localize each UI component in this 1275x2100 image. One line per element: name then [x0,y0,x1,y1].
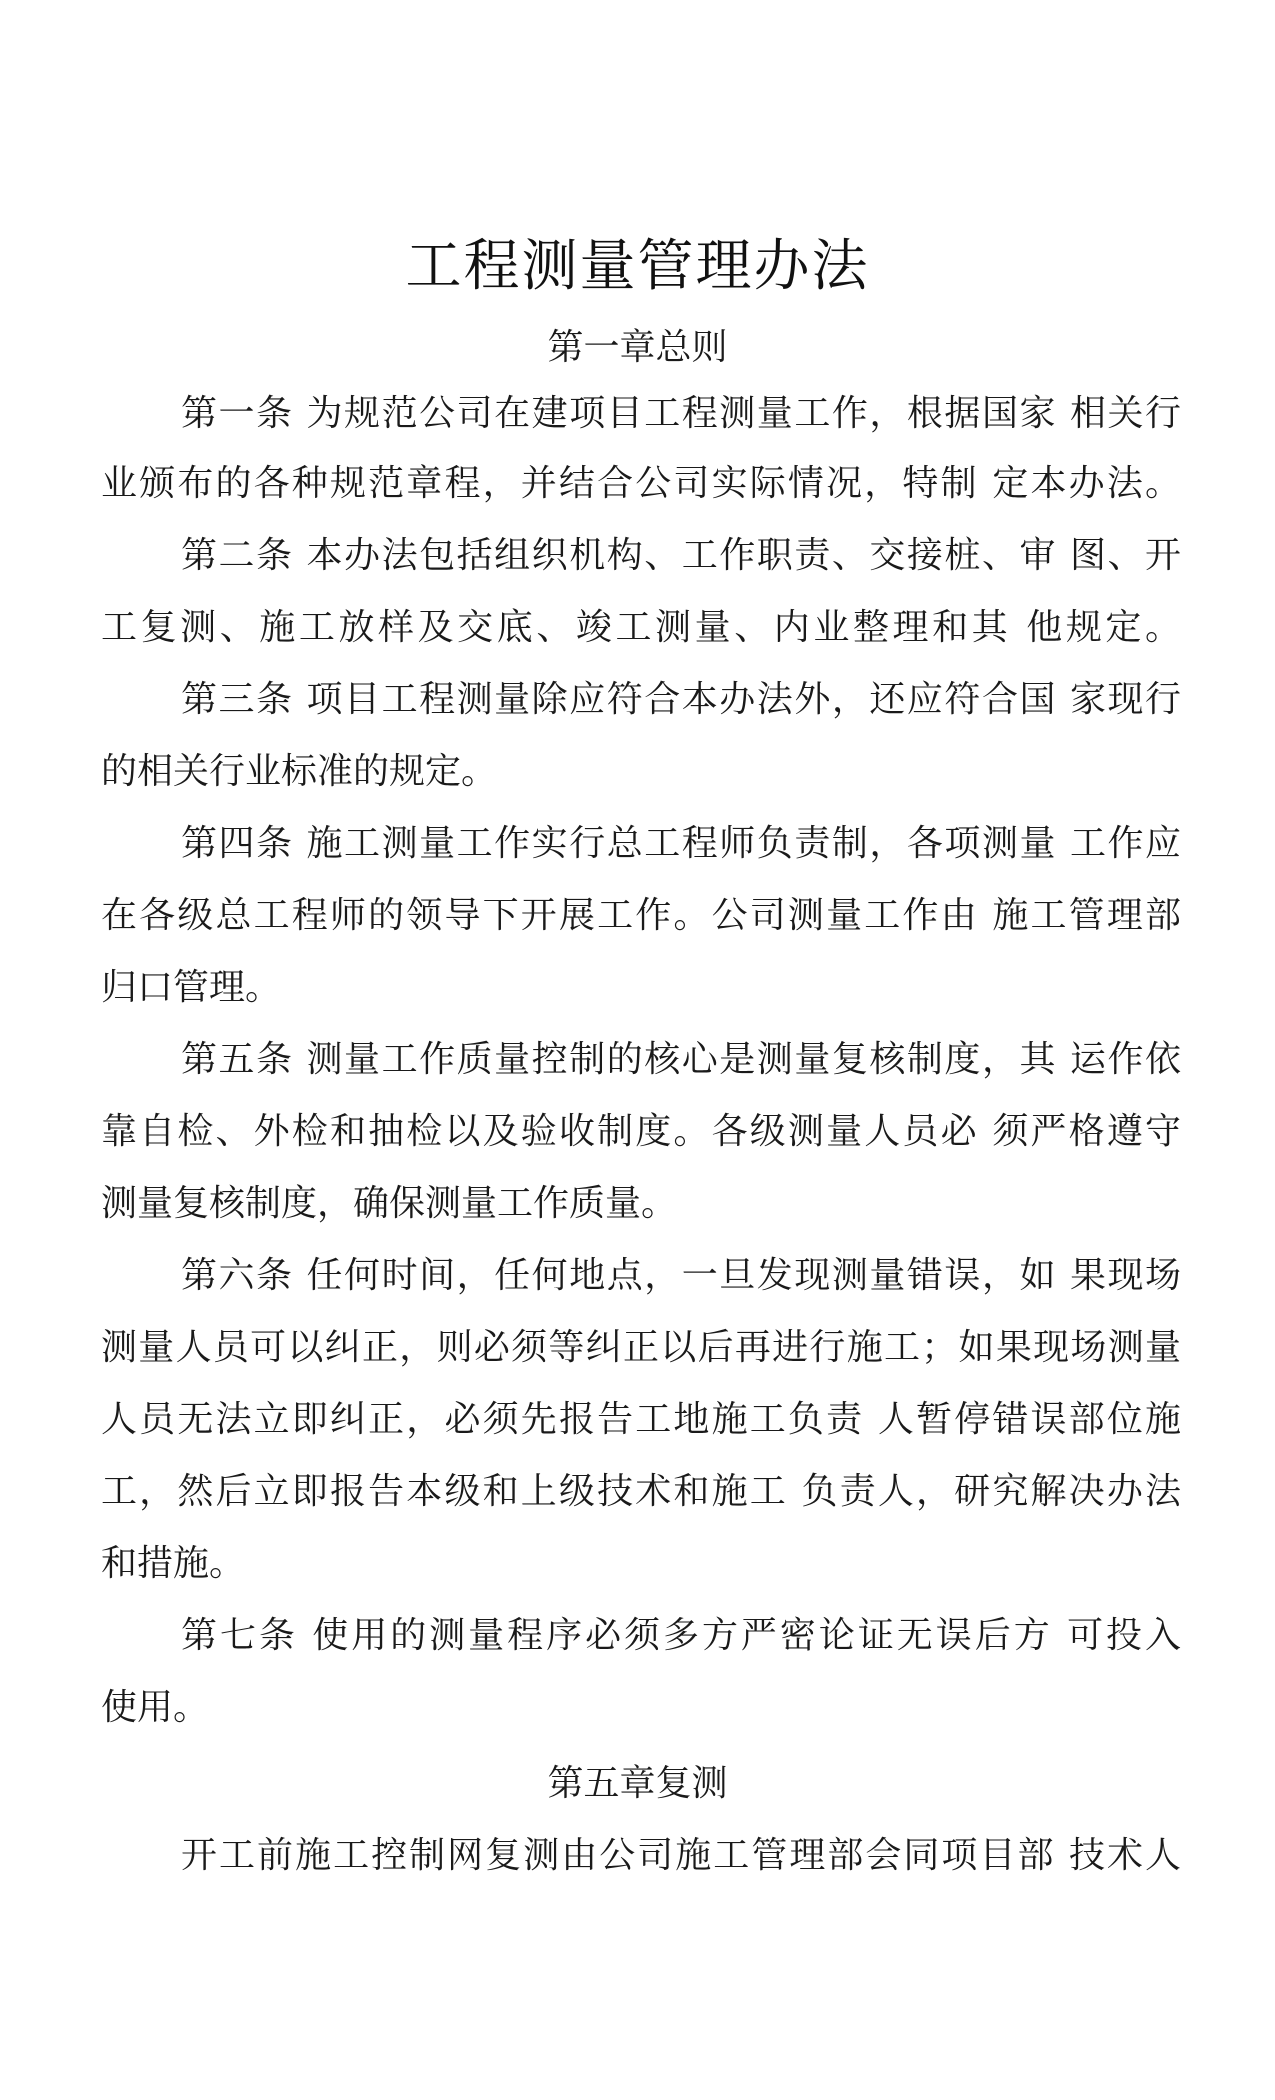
article-6-line-5: 和措施。 [101,1543,246,1584]
article-5-line-3: 测量复核制度，确保测量工作质量。 [101,1183,678,1224]
article-4-line-1: 第四条 施工测量工作实行总工程师负责制，各项测量 工作应 [181,823,1181,864]
chapter-heading-1: 第一章总则 [547,327,728,368]
article-6-line-1: 第六条 任何时间，任何地点，一旦发现测量错误，如 果现场 [181,1255,1181,1296]
article-7-line-2: 使用。 [101,1687,210,1728]
article-6-line-4: 工，然后立即报告本级和上级技术和施工 负责人，研究解决办法 [101,1471,1181,1512]
article-7-line-1: 第七条 使用的测量程序必须多方严密论证无误后方 可投入 [181,1615,1181,1656]
article-6-line-2: 测量人员可以纠正，则必须等纠正以后再进行施工；如果现场测量 [101,1327,1181,1368]
article-2-line-1: 第二条 本办法包括组织机构、工作职责、交接桩、审 图、开 [181,535,1181,576]
article-1-line-1: 第一条 为规范公司在建项目工程测量工作，根据国家 相关行 [181,393,1181,434]
article-2-line-2: 工复测、施工放样及交底、竣工测量、内业整理和其 他规定。 [101,607,1181,648]
article-4-line-3: 归口管理。 [101,967,282,1008]
article-4-line-2: 在各级总工程师的领导下开展工作。公司测量工作由 施工管理部 [101,895,1181,936]
chapter-heading-5: 第五章复测 [547,1763,728,1804]
article-6-line-3: 人员无法立即纠正，必须先报告工地施工负责 人暂停错误部位施 [101,1399,1181,1440]
chapter-5-line-1: 开工前施工控制网复测由公司施工管理部会同项目部 技术人 [181,1835,1181,1876]
article-3-line-2: 的相关行业标准的规定。 [101,751,498,792]
article-1-line-2: 业颁布的各种规范章程，并结合公司实际情况，特制 定本办法。 [101,463,1181,504]
article-3-line-1: 第三条 项目工程测量除应符合本办法外，还应符合国 家现行 [181,679,1181,720]
article-5-line-1: 第五条 测量工作质量控制的核心是测量复核制度，其 运作依 [181,1039,1181,1080]
document-title: 工程测量管理办法 [405,234,870,299]
article-5-line-2: 靠自检、外检和抽检以及验收制度。各级测量人员必 须严格遵守 [101,1111,1181,1152]
